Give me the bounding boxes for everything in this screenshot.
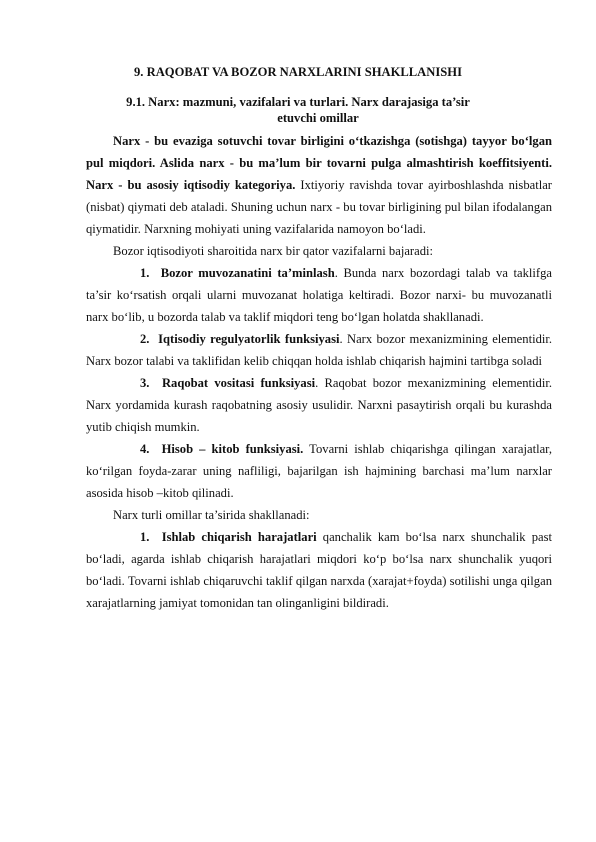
chapter-title: 9. RAQOBAT VA BOZOR NARXLARINI SHAKLLANISHI (134, 65, 462, 79)
paragraph-factors-intro: Narx turli omillar ta’sirida shakllanadi: (113, 508, 310, 522)
definition-text: Ixtiyoriy ravishda tovar ayirboshlashda nisbatlar (nisbat) qiymati deb ataladi. Shuning uchun narx - bu tovar birligining pul bilan ifodalangan qiymatidir. Narxning mohiyati uning vazifalarida namoyon bo‘ladi. (86, 178, 552, 236)
body-text (86, 130, 552, 614)
factor-item-1 (86, 526, 552, 614)
section-title-line1: 9.1. Narx: mazmuni, vazifalari va turlari. Narx darajasiga ta’sir (126, 95, 470, 109)
factor-title-1: Ishlab chiqarish harajatlari (161, 530, 317, 544)
factor-number-1: 1. (140, 530, 150, 544)
paragraph-definition (86, 130, 552, 240)
function-text-1: . Bunda narx bozordagi talab va taklifga ta’sir ko‘rsatish orqali ularni muvozanat holatiga keltiradi. Bozor narxi- bu muvozanatli narx bo‘lib, u bozorda talab va taklif miqdori teng bo‘lgan holatda shakllanadi. (86, 266, 552, 324)
function-item-3 (86, 372, 552, 438)
definition-bold: Narx - bu evaziga sotuvchi tovar birligini o‘tkazishga (sotishga) tayyor bo‘lgan pul miqdori. Aslida narx - bu ma’lum bir tovarni pulga almashtirish koeffitsiyenti. Narx - bu asosiy iqtisodiy kategoriya. (86, 134, 552, 192)
function-number-3: 3. (140, 376, 150, 390)
function-text-4: Tovarni ishlab chiqarishga qilingan xarajatlar, ko‘rilgan foyda-zarar uning nafliligi, bajarilgan ish hajmining barchasi ma’lum narxlar asosida hisob –kitob qilinadi. (86, 442, 552, 500)
function-item-4 (86, 438, 552, 504)
function-title-4: Hisob – kitob funksiyasi. (161, 442, 304, 456)
function-text-2: . Narx bozor mexanizmining elementidir. Narx bozor talabi va taklifidan kelib chiqqan holda ishlab chiqarish hajmini tartibga soladi (86, 332, 553, 368)
factor-text-1: qanchalik kam bo‘lsa narx shunchalik past bo‘ladi, agarda ishlab chiqarish harajatlari miqdori ko‘p bo‘lsa narx shunchalik yuqori bo‘ladi. Tovarni ishlab chiqaruvchi taklif qilgan narxda (xarajat+foyda) sotilishi unga qilgan xarajatlarning jamiyat tomonidan tan olinganligini bildiradi. (86, 530, 553, 610)
function-number-2: 2. (140, 332, 150, 346)
function-title-3: Raqobat vositasi funksiyasi (161, 376, 316, 390)
paragraph-functions-intro: Bozor iqtisodiyoti sharoitida narx bir qator vazifalarni bajaradi: (113, 244, 433, 258)
function-number-4: 4. (140, 442, 150, 456)
function-text-3: . Raqobat bozor mexanizmining elementidir. Narx yordamida kurash raqobatning asosiy usulidir. Narxni pasaytirish orqali bu kurashda yutib chiqish mumkin. (86, 376, 552, 434)
function-item-2 (86, 328, 552, 372)
section-title-line2: etuvchi omillar (277, 111, 359, 125)
function-number-1: 1. (140, 266, 150, 280)
function-item-1 (86, 262, 552, 328)
function-title-1: Bozor muvozanatini ta’minlash (160, 266, 335, 280)
function-title-2: Iqtisodiy regulyatorlik funksiyasi (158, 332, 340, 346)
